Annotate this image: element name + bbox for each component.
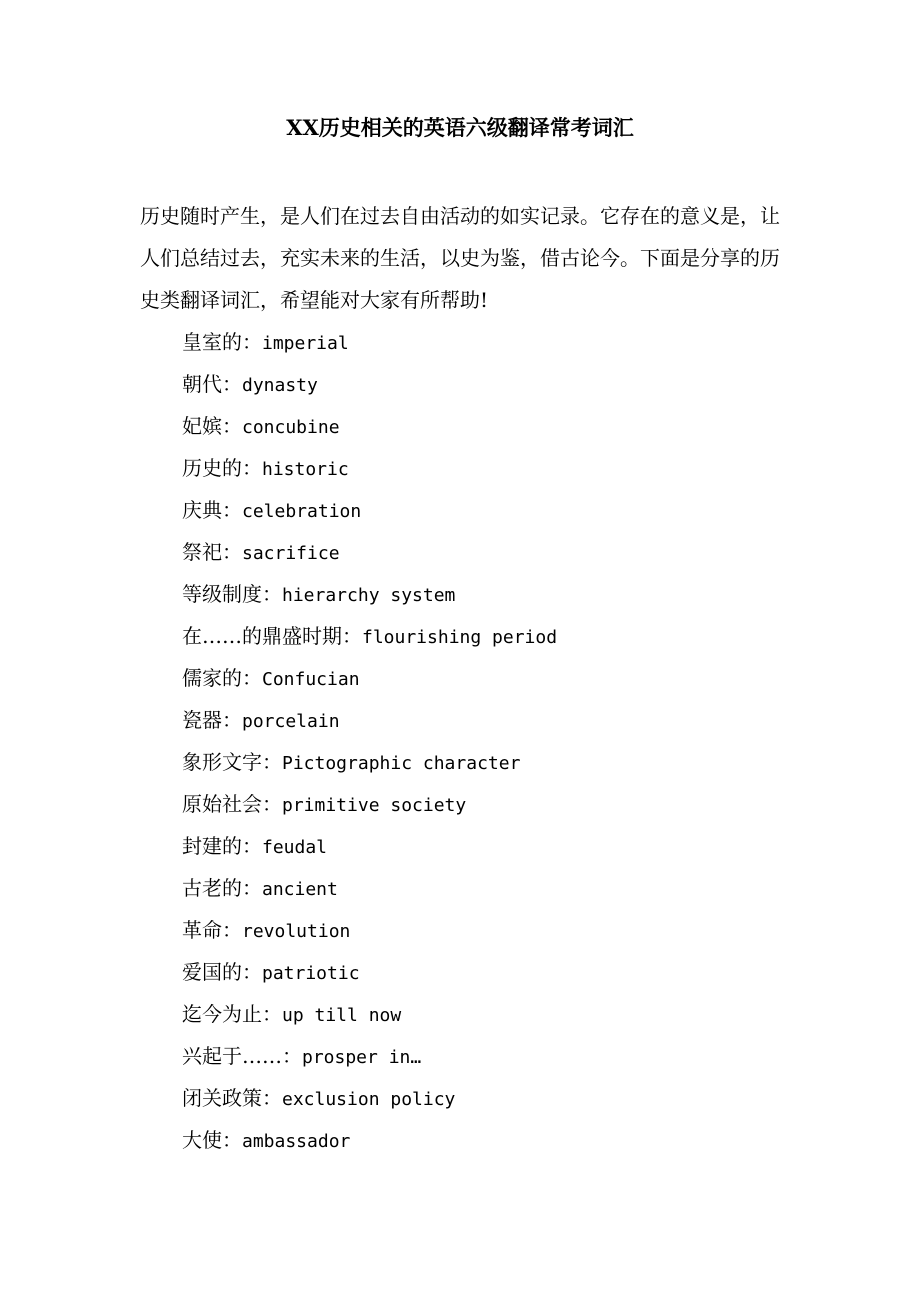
document-title: XX历史相关的英语六级翻译常考词汇 xyxy=(286,115,634,140)
vocab-item xyxy=(182,321,782,363)
vocab-separator: ： xyxy=(262,792,282,816)
vocab-term-chinese: 古老的 xyxy=(182,876,242,900)
vocab-term-chinese: 象形文字 xyxy=(182,750,262,774)
vocab-separator: ： xyxy=(222,540,242,564)
vocab-item xyxy=(182,405,782,447)
vocab-item xyxy=(182,615,782,657)
vocab-term-chinese: 瓷器 xyxy=(182,708,222,732)
vocab-separator: ： xyxy=(242,666,262,690)
vocab-term-chinese: 革命 xyxy=(182,918,222,942)
vocab-item xyxy=(182,951,782,993)
vocab-term-english: sacrifice xyxy=(242,543,340,564)
vocab-term-english: dynasty xyxy=(242,375,318,396)
vocab-separator: ： xyxy=(262,1002,282,1026)
vocab-item xyxy=(182,993,782,1035)
vocab-item xyxy=(182,447,782,489)
vocab-item xyxy=(182,909,782,951)
vocab-term-chinese: 庆典 xyxy=(182,498,222,522)
vocab-separator: ： xyxy=(242,960,262,984)
vocab-item xyxy=(182,783,782,825)
vocab-term-english: revolution xyxy=(242,921,351,942)
vocab-separator: ： xyxy=(242,456,262,480)
vocab-term-english: flourishing period xyxy=(362,627,558,648)
vocab-term-english: concubine xyxy=(242,417,340,438)
vocab-term-english: primitive society xyxy=(282,795,467,816)
vocab-item xyxy=(182,363,782,405)
vocab-term-chinese: 妃嫔 xyxy=(182,414,222,438)
vocab-term-english: Pictographic character xyxy=(282,753,521,774)
vocab-separator: ： xyxy=(262,582,282,606)
vocab-term-english: patriotic xyxy=(262,963,360,984)
vocab-separator: ： xyxy=(242,876,262,900)
vocab-term-chinese: 封建的 xyxy=(182,834,242,858)
vocab-term-english: porcelain xyxy=(242,711,340,732)
vocab-separator: ： xyxy=(222,372,242,396)
vocab-term-english: exclusion policy xyxy=(282,1089,456,1110)
vocab-term-chinese: 兴起于…… xyxy=(182,1044,282,1068)
vocab-separator: ： xyxy=(282,1044,302,1068)
vocab-item xyxy=(182,489,782,531)
vocab-term-chinese: 迄今为止 xyxy=(182,1002,262,1026)
vocab-separator: ： xyxy=(222,414,242,438)
vocab-term-english: prosper in… xyxy=(302,1047,422,1068)
vocab-separator: ： xyxy=(242,330,262,354)
vocab-separator: ： xyxy=(242,834,262,858)
vocab-item xyxy=(182,1035,782,1077)
vocab-term-english: ambassador xyxy=(242,1131,351,1152)
vocab-item xyxy=(182,573,782,615)
vocab-item xyxy=(182,1077,782,1119)
vocab-term-english: up till now xyxy=(282,1005,402,1026)
vocab-term-english: Confucian xyxy=(262,669,360,690)
vocab-term-english: historic xyxy=(262,459,349,480)
vocab-item xyxy=(182,657,782,699)
vocab-term-english: ancient xyxy=(262,879,338,900)
vocab-term-english: celebration xyxy=(242,501,362,522)
intro-paragraph: 历史随时产生，是人们在过去自由活动的如实记录。它存在的意义是，让人们总结过去，充实未来的生活，以史为鉴，借古论今。下面是分享的历史类翻译词汇，希望能对大家有所帮助! xyxy=(140,204,780,312)
vocab-item xyxy=(182,825,782,867)
vocab-item xyxy=(182,531,782,573)
vocab-term-chinese: 历史的 xyxy=(182,456,242,480)
vocab-term-english: imperial xyxy=(262,333,349,354)
vocab-item xyxy=(182,699,782,741)
vocab-term-chinese: 在……的鼎盛时期 xyxy=(182,624,342,648)
vocab-term-chinese: 爱国的 xyxy=(182,960,242,984)
vocab-separator: ： xyxy=(262,750,282,774)
vocab-term-chinese: 祭祀 xyxy=(182,540,222,564)
vocab-term-chinese: 皇室的 xyxy=(182,330,242,354)
vocab-separator: ： xyxy=(222,918,242,942)
vocab-term-english: hierarchy system xyxy=(282,585,456,606)
vocab-separator: ： xyxy=(222,708,242,732)
vocab-term-chinese: 儒家的 xyxy=(182,666,242,690)
vocab-term-chinese: 等级制度 xyxy=(182,582,262,606)
vocab-term-chinese: 原始社会 xyxy=(182,792,262,816)
vocab-term-chinese: 朝代 xyxy=(182,372,222,396)
vocab-separator: ： xyxy=(222,1128,242,1152)
vocab-term-chinese: 闭关政策 xyxy=(182,1086,262,1110)
vocab-separator: ： xyxy=(222,498,242,522)
vocab-term-chinese: 大使 xyxy=(182,1128,222,1152)
vocab-separator: ： xyxy=(342,624,362,648)
vocabulary-list xyxy=(182,321,782,1161)
vocab-item xyxy=(182,867,782,909)
vocab-item xyxy=(182,741,782,783)
vocab-term-english: feudal xyxy=(262,837,328,858)
vocab-item xyxy=(182,1119,782,1161)
vocab-separator: ： xyxy=(262,1086,282,1110)
